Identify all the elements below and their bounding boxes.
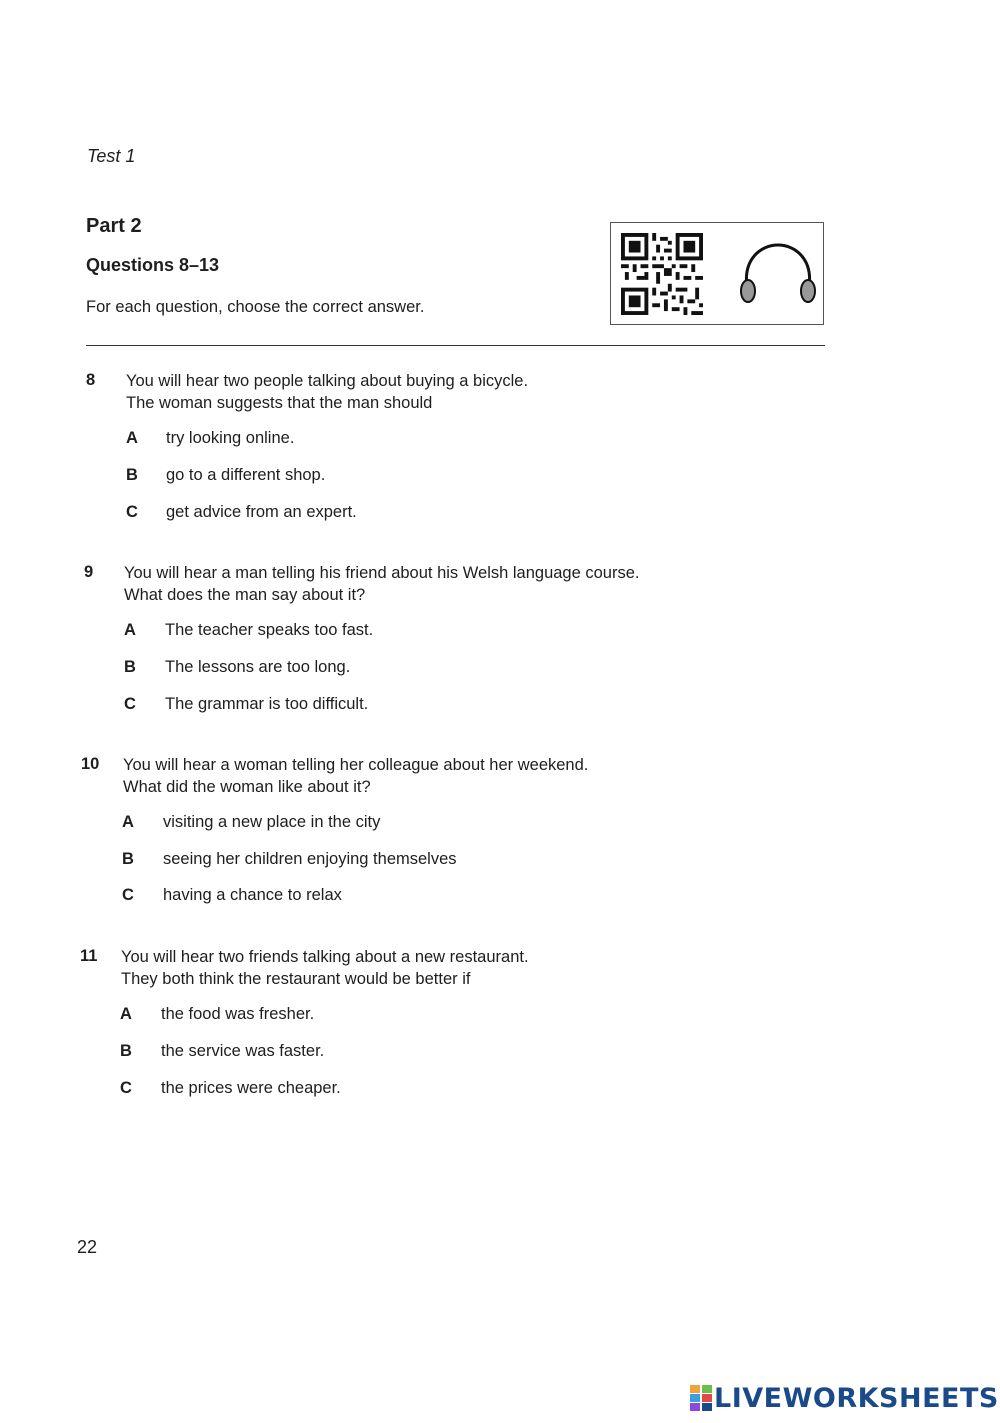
section-divider xyxy=(86,345,825,346)
question-stem: The woman suggests that the man should xyxy=(126,394,433,412)
option-letter: C xyxy=(122,886,134,904)
question-number: 9 xyxy=(84,563,94,581)
option-letter: B xyxy=(122,850,134,868)
option-letter: A xyxy=(120,1005,132,1023)
option-text[interactable]: the food was fresher. xyxy=(161,1005,315,1023)
option-letter: B xyxy=(120,1042,132,1060)
question-stem: What did the woman like about it? xyxy=(123,778,371,796)
part-title: Part 2 xyxy=(86,215,142,237)
option-letter: C xyxy=(120,1079,132,1097)
option-letter: B xyxy=(126,466,138,484)
headphones-icon[interactable] xyxy=(739,241,817,307)
question-prompt: You will hear two people talking about buying a bicycle. xyxy=(126,372,529,390)
option-text[interactable]: the prices were cheaper. xyxy=(161,1079,341,1097)
instructions: For each question, choose the correct answer. xyxy=(86,298,425,316)
option-text[interactable]: The lessons are too long. xyxy=(165,658,351,676)
test-label: Test 1 xyxy=(87,146,136,166)
option-text[interactable]: The teacher speaks too fast. xyxy=(165,621,374,639)
option-letter: A xyxy=(124,621,136,639)
option-text[interactable]: try looking online. xyxy=(166,429,295,447)
option-text[interactable]: seeing her children enjoying themselves xyxy=(163,850,457,868)
option-letter: C xyxy=(126,503,138,521)
option-letter: C xyxy=(124,695,136,713)
brand-text: LIVEWORKSHEETS xyxy=(714,1382,999,1414)
liveworksheets-logo-icon xyxy=(690,1385,712,1411)
question-stem: They both think the restaurant would be better if xyxy=(121,970,471,988)
option-letter: B xyxy=(124,658,136,676)
question-prompt: You will hear a woman telling her colleague about her weekend. xyxy=(123,756,589,774)
question-number: 11 xyxy=(80,947,98,965)
option-letter: A xyxy=(126,429,138,447)
option-letter: A xyxy=(122,813,134,831)
question-number: 8 xyxy=(86,371,96,389)
option-text[interactable]: The grammar is too difficult. xyxy=(165,695,369,713)
option-text[interactable]: get advice from an expert. xyxy=(166,503,357,521)
qr-code-icon[interactable] xyxy=(621,233,703,315)
page-number: 22 xyxy=(77,1237,98,1257)
question-prompt: You will hear two friends talking about a new restaurant. xyxy=(121,948,529,966)
option-text[interactable]: go to a different shop. xyxy=(166,466,326,484)
option-text[interactable]: visiting a new place in the city xyxy=(163,813,381,831)
option-text[interactable]: the service was faster. xyxy=(161,1042,325,1060)
question-prompt: You will hear a man telling his friend about his Welsh language course. xyxy=(124,564,640,582)
liveworksheets-brand[interactable] xyxy=(690,1383,999,1413)
audio-media-box[interactable] xyxy=(610,222,824,325)
questions-range: Questions 8–13 xyxy=(86,255,220,275)
question-stem: What does the man say about it? xyxy=(124,586,366,604)
question-number: 10 xyxy=(81,755,100,773)
option-text[interactable]: having a chance to relax xyxy=(163,886,342,904)
